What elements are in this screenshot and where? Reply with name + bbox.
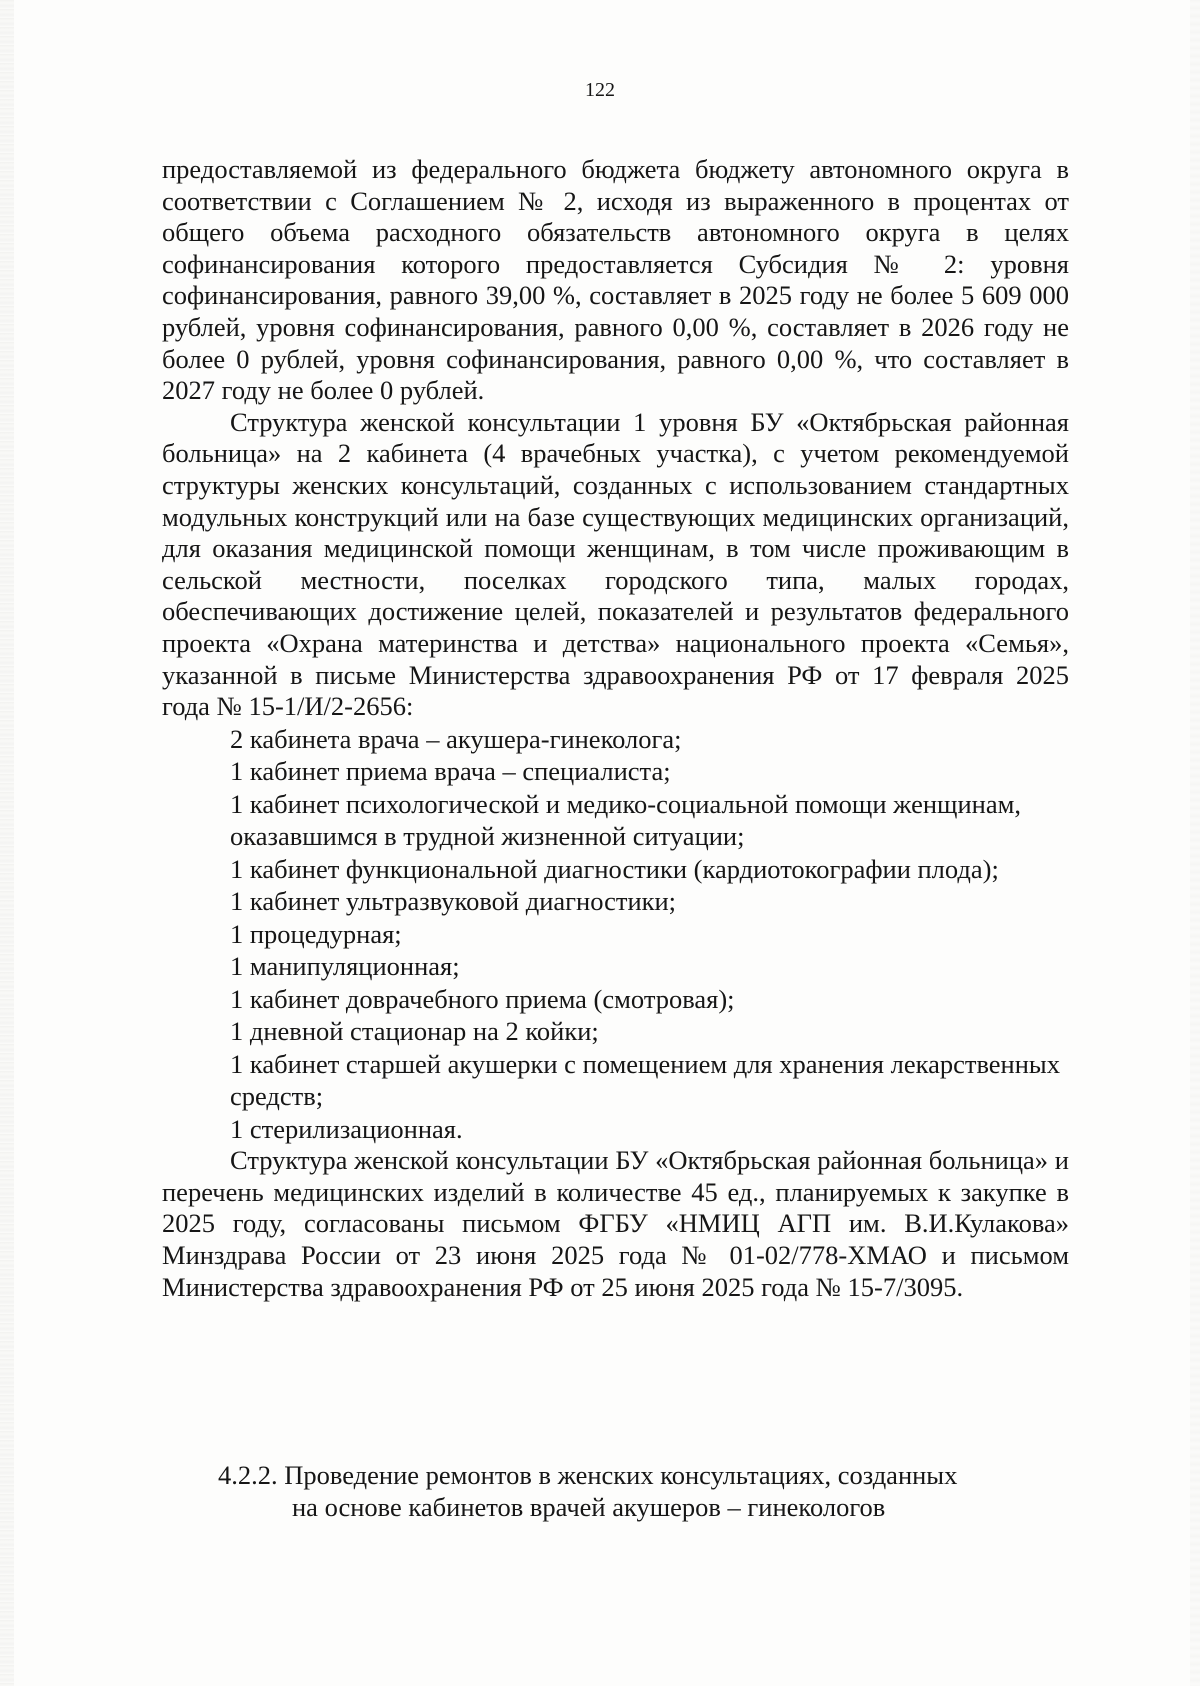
section-heading <box>162 1460 1069 1523</box>
list-item: 1 кабинет функциональной диагностики (кардиотокографии плода); <box>230 853 999 884</box>
cabinet-list <box>162 723 1069 1146</box>
list-item: 1 манипуляционная; <box>230 951 460 982</box>
list-item: 1 кабинет старшей акушерки с помещением для хранения лекарственных <box>230 1048 1060 1079</box>
list-item: 1 кабинет доврачебного приема (смотровая); <box>230 983 735 1014</box>
paragraph-approval: Структура женской консультации БУ «Октябрьская районная больница» и перечень медицинских изделий в количестве 45 ед., планируемых к закупке в 2025 году, согласованы письмом ФГБУ «НМИЦ АГП им. В.И.Кулакова» Минздрава России от 23 июня 2025 года № 01-02/778-ХМАО и письмом Министерства здравоохранения РФ от 25 июня 2025 года № 15-7/3095. <box>162 1145 1069 1302</box>
list-item: 1 кабинет приема врача – специалиста; <box>230 756 671 787</box>
section-heading-line-2: на основе кабинетов врачей акушеров – гинекологов <box>292 1491 886 1522</box>
paragraph-structure: Структура женской консультации 1 уровня БУ «Октябрьская районная больница» на 2 кабинета (4 врачебных участка), с учетом рекомендуемой структуры женских консультаций, созданных с использованием стандартных модульных конструкций или на базе существующих медицинских организаций, для оказания медицинской помощи женщинам, в том числе проживающим в сельской местности, поселках городского типа, малых городах, обеспечивающих достижение целей, показателей и результатов федерального проекта «Охрана материнства и детства» национального проекта «Семья», указанной в письме Министерства здравоохранения РФ от 17 февраля 2025 года № 15-1/И/2-2656: <box>162 406 1069 722</box>
document-body <box>162 154 1069 1303</box>
paragraph-subsidy: предоставляемой из федерального бюджета бюджету автономного округа в соответствии с Соглашением № 2, исходя из выраженного в процентах от общего объема расходного обязательств автономного округа в целях софинансирования которого предоставляется Субсидия № 2: уровня софинансирования, равного 39,00 %, составляет в 2025 году не более 5 609 000 рублей, уровня софинансирования, равного 0,00 %, составляет в 2026 году не более 0 рублей, уровня софинансирования, равного 0,00 %, что составляет в 2027 году не более 0 рублей. <box>162 154 1069 406</box>
scan-edge-right <box>1190 0 1200 1686</box>
scan-edge-left <box>0 0 14 1686</box>
page-number: 122 <box>585 79 615 101</box>
list-item: средств; <box>230 1081 324 1112</box>
section-heading-line-1: 4.2.2. Проведение ремонтов в женских консультациях, созданных <box>218 1460 958 1490</box>
list-item: 1 процедурная; <box>230 918 402 949</box>
list-item: 1 стерилизационная. <box>230 1113 463 1144</box>
list-item: 2 кабинета врача – акушера-гинеколога; <box>230 723 682 754</box>
list-item: 1 кабинет ультразвуковой диагностики; <box>230 886 677 917</box>
list-item: оказавшимся в трудной жизненной ситуации; <box>230 821 745 852</box>
list-item: 1 дневной стационар на 2 койки; <box>230 1016 599 1047</box>
list-item: 1 кабинет психологической и медико-социальной помощи женщинам, <box>230 788 1021 819</box>
